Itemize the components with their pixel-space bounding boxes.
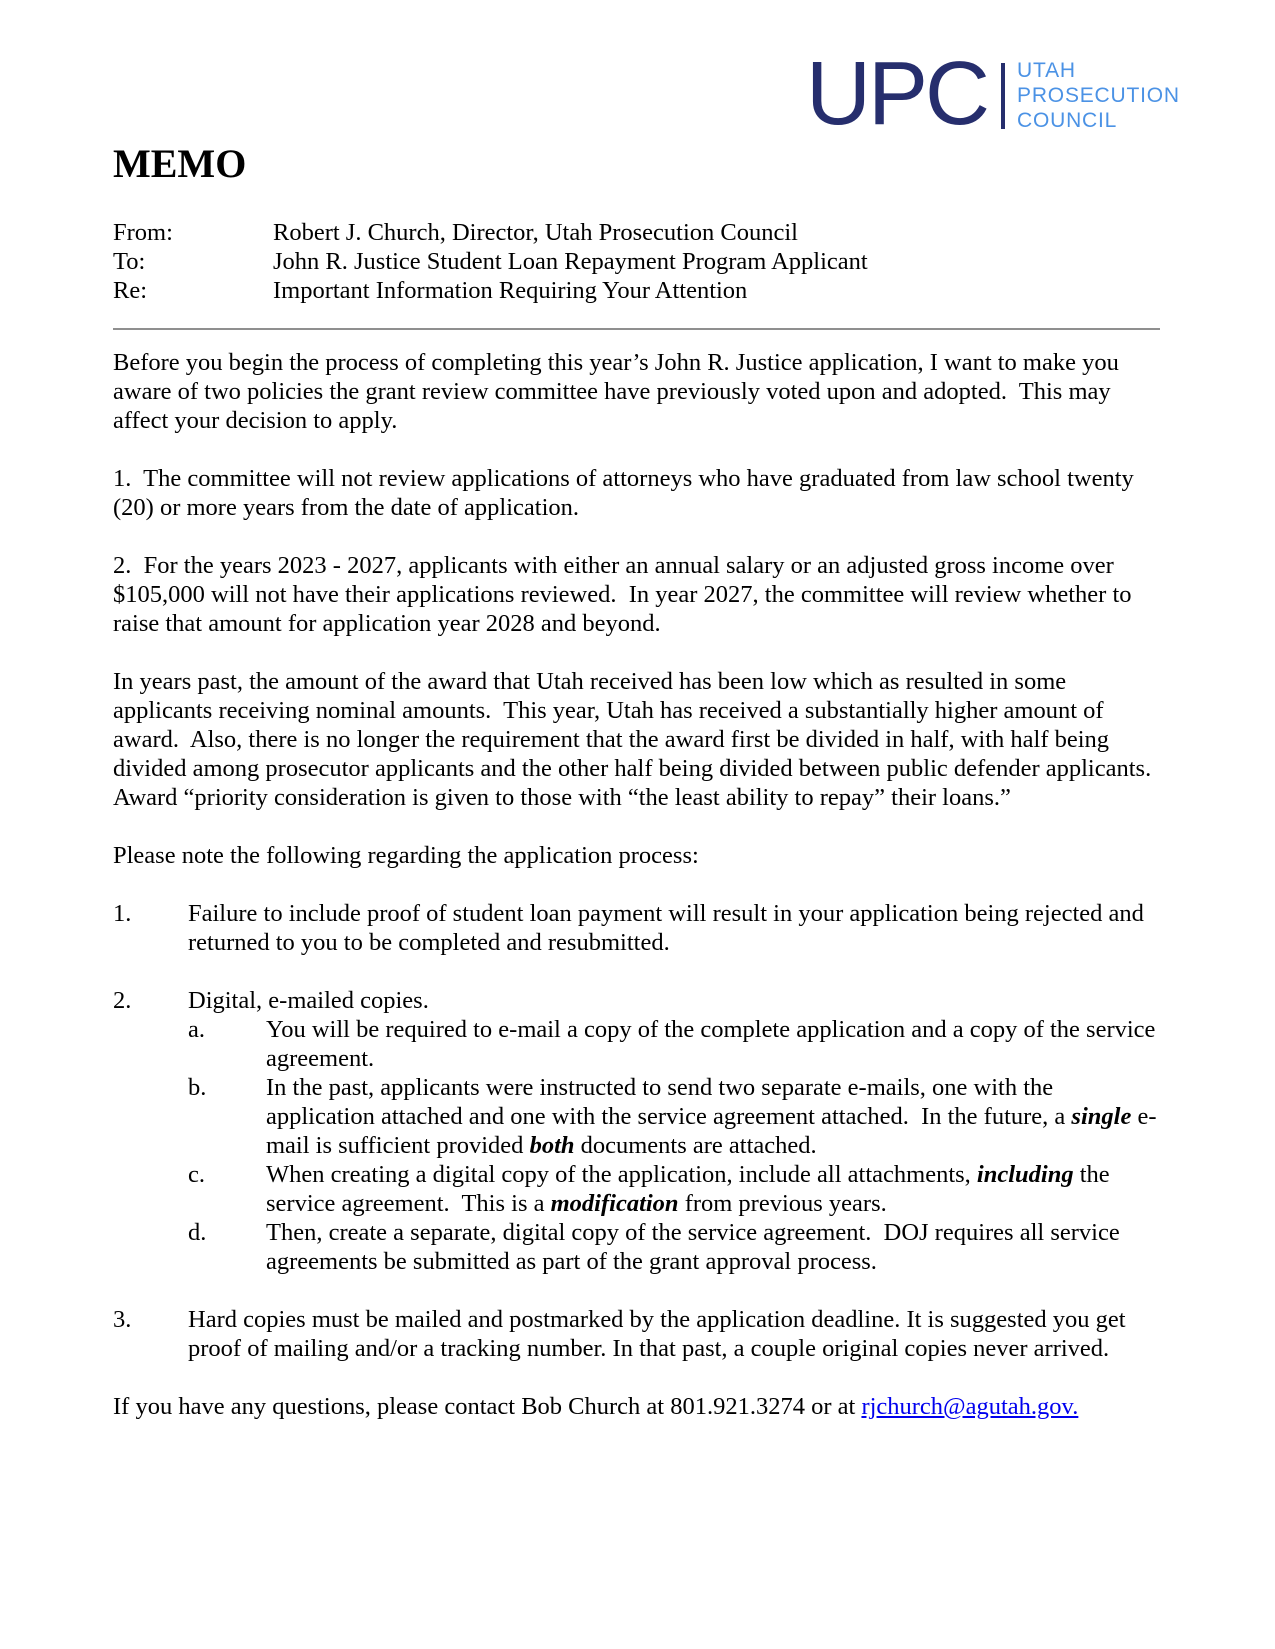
intro-paragraph: Before you begin the process of completing this year’s John R. Justice application, I want to make you aware of two policies the grant review committee have previously voted upon and adopted. This may affect your decision to apply.: [113, 349, 1125, 434]
sub-c-emphasis-2: modification: [550, 1190, 679, 1217]
sub-b-run-2: e-mail is sufficient provided: [266, 1103, 1157, 1159]
sub-item-c: [188, 1160, 1160, 1218]
contact-text: If you have any questions, please contact Bob Church at 801.921.3274 or at: [113, 1393, 862, 1420]
sub-item-d: [188, 1218, 1160, 1276]
sub-c-run-1: When creating a digital copy of the application, include all attachments,: [266, 1161, 977, 1188]
item-2-body: [188, 986, 1160, 1276]
logo-name-line-2: PROSECUTION: [1017, 84, 1180, 107]
sub-b-run-3: documents are attached.: [574, 1132, 817, 1159]
process-item-3: [113, 1305, 1160, 1363]
sub-b-emphasis-1: single: [1071, 1103, 1132, 1130]
memo-header-block: [113, 218, 1160, 305]
to-value: John R. Justice Student Loan Repayment Program Applicant: [273, 248, 868, 275]
re-value: Important Information Requiring Your Attention: [273, 277, 748, 304]
process-item-1: [113, 899, 1160, 957]
sub-item-b: [188, 1073, 1160, 1160]
process-item-2: [113, 986, 1160, 1276]
logo-name-line-1: UTAH: [1017, 59, 1076, 82]
item-3-text: Hard copies must be mailed and postmarked by the application deadline. It is suggested you get proof of mailing and/or a tracking number. In that past, a couple original copies never arrived.: [188, 1306, 1132, 1362]
sub-c-emphasis-1: including: [976, 1161, 1074, 1188]
upc-logo-acronym: UPC: [806, 43, 988, 144]
sub-item-c-marker: c.: [188, 1161, 205, 1188]
sub-item-a: [188, 1015, 1160, 1073]
sub-b-emphasis-2: both: [529, 1132, 575, 1159]
sub-item-b-text: [266, 1073, 1160, 1160]
policy-1-paragraph: 1. The committee will not review applications of attorneys who have graduated from law school twenty (20) or more years from the date of application.: [113, 465, 1140, 521]
sub-c-run-2: the service agreement. This is a: [266, 1161, 1116, 1217]
item-1-text: Failure to include proof of student loan payment will result in your application being rejected and returned to you to be completed and resubmitted.: [188, 900, 1151, 956]
note-paragraph: Please note the following regarding the application process:: [113, 842, 699, 869]
sub-a-run-1: You will be required to e-mail a copy of the complete application and a copy of the service agreement.: [266, 1016, 1162, 1072]
policy-2-paragraph: 2. For the years 2023 - 2027, applicants with either an annual salary or an adjusted gross income over $105,000 will not have their applications reviewed. In year 2027, the committee will review whether to raise that amount for application year 2028 and beyond.: [113, 552, 1138, 637]
memo-title: MEMO: [113, 141, 247, 186]
upc-logo: [806, 43, 1180, 144]
item-2-sublist: [188, 1015, 1160, 1276]
memo-re-row: [113, 276, 1160, 305]
item-3-marker: 3.: [113, 1306, 132, 1333]
sub-item-d-marker: d.: [188, 1219, 207, 1246]
email-link[interactable]: rjchurch@agutah.gov.: [861, 1393, 1079, 1420]
memo-to-row: [113, 247, 1160, 276]
item-2-marker: 2.: [113, 987, 132, 1014]
header-divider: [113, 328, 1160, 330]
logo-name-line-3: COUNCIL: [1017, 109, 1118, 132]
sub-d-run-1: Then, create a separate, digital copy of the service agreement. DOJ requires all service agreements be submitted as part of the grant approval process.: [266, 1219, 1126, 1275]
sub-item-c-text: [266, 1160, 1160, 1218]
sub-item-a-text: [266, 1015, 1160, 1073]
sub-c-run-3: from previous years.: [678, 1190, 887, 1217]
sub-b-run-1: In the past, applicants were instructed to send two separate e-mails, one with the application attached and one with the service agreement attached. In the future, a: [266, 1074, 1072, 1130]
memo-from-row: [113, 218, 1160, 247]
from-value: Robert J. Church, Director, Utah Prosecution Council: [273, 219, 798, 246]
from-label: From:: [113, 219, 173, 246]
item-1-marker: 1.: [113, 900, 132, 927]
sub-item-a-marker: a.: [188, 1016, 205, 1043]
award-paragraph: In years past, the amount of the award that Utah received has been low which as resulted in some applicants receiving nominal amounts. This year, Utah has received a substantially higher amount of award. Also, there is no longer the requirement that the award first be divided in half, with half being divided among prosecutor applicants and the other half being divided between public defender applicants. Award “priority consideration is given to those with “the least ability to repay” their loans.”: [113, 668, 1163, 811]
re-label: Re:: [113, 277, 148, 304]
item-2-head: Digital, e-mailed copies.: [188, 987, 429, 1014]
contact-paragraph: [113, 1392, 1160, 1421]
sub-item-d-text: [266, 1218, 1160, 1276]
to-label: To:: [113, 248, 146, 275]
logo-divider: [1001, 63, 1005, 129]
upc-logo-name: [1017, 58, 1180, 133]
sub-item-b-marker: b.: [188, 1074, 207, 1101]
